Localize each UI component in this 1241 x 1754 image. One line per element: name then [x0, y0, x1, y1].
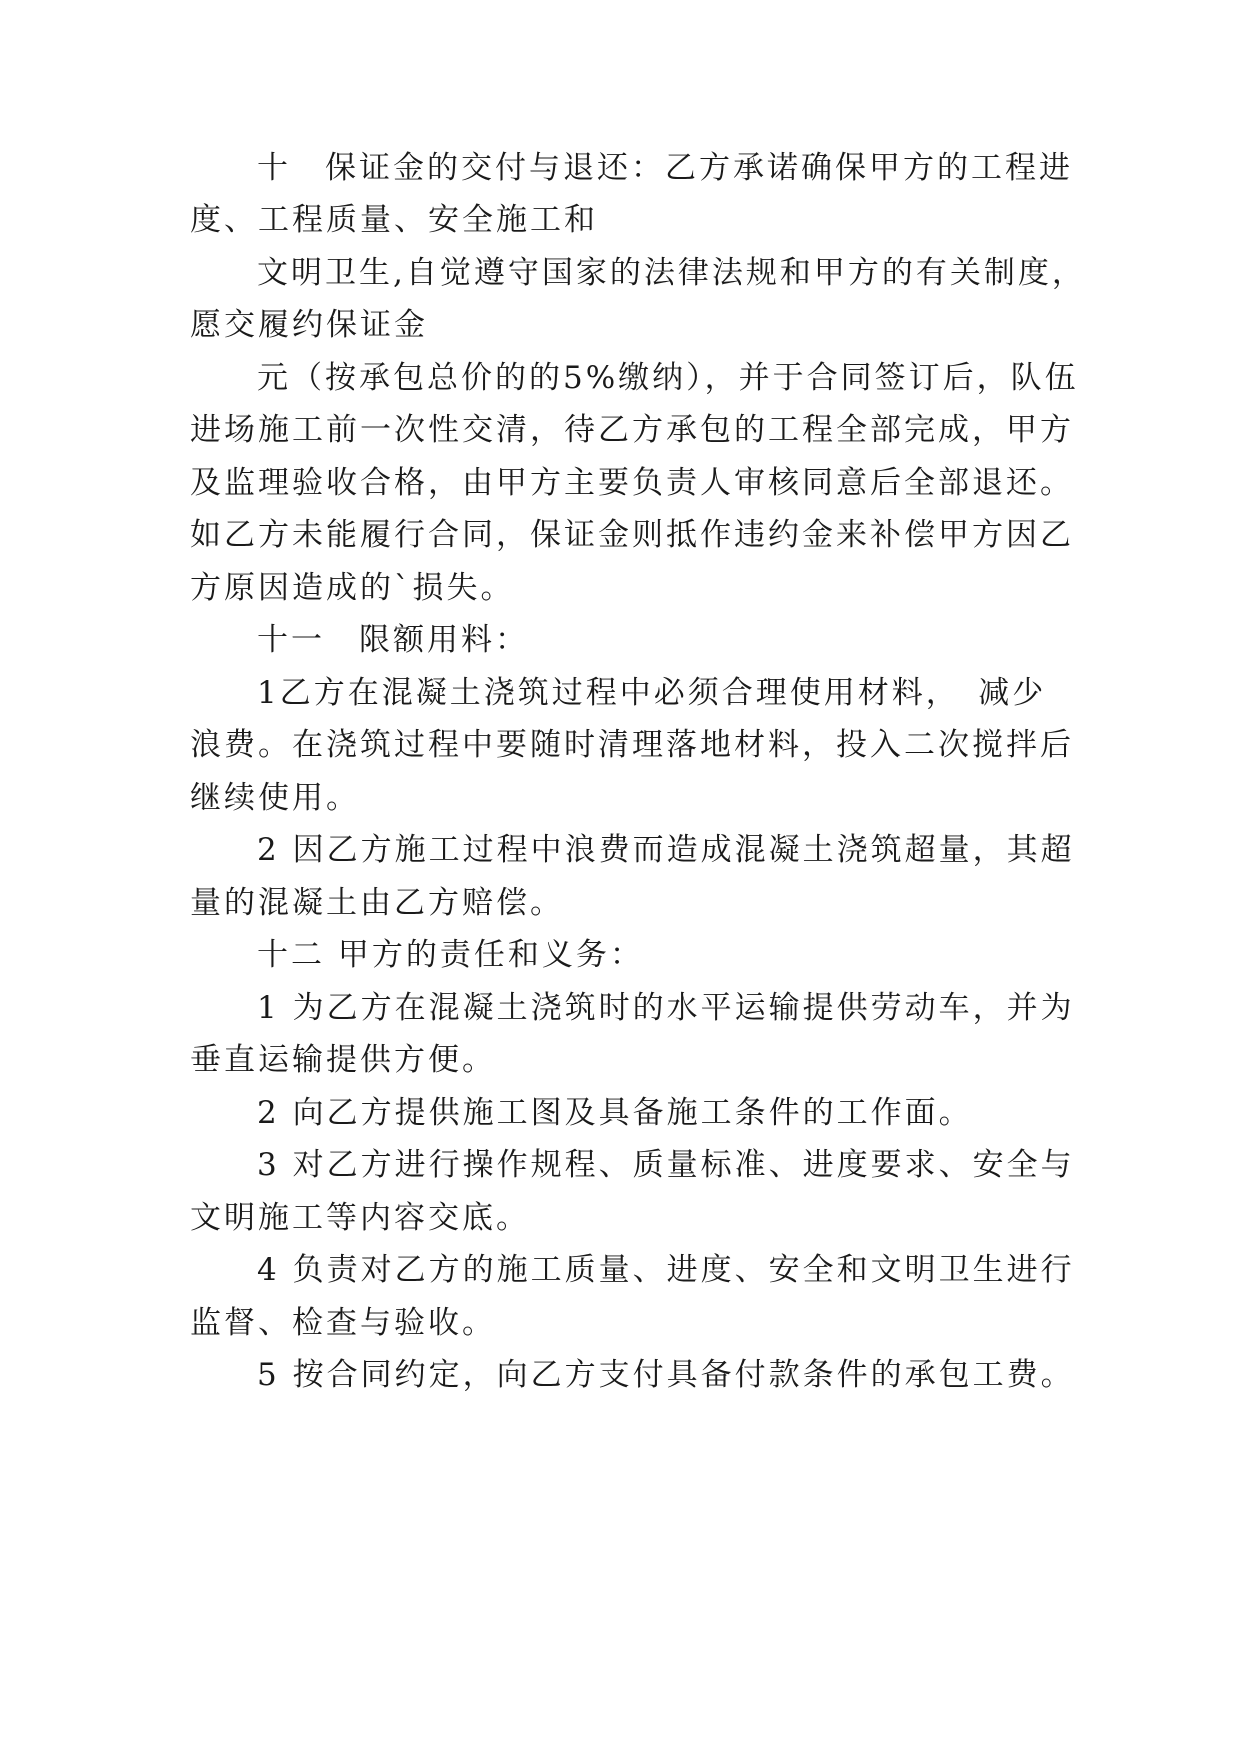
- text-line: 继续使用。: [190, 780, 360, 816]
- text-line: 5 按合同约定，向乙方支付具备付款条件的承包工费。: [257, 1357, 1075, 1393]
- text-line: 十 保证金的交付与退还：乙方承诺确保甲方的工程进: [257, 150, 1073, 186]
- text-line: 文明卫生,自觉遵守国家的法律法规和甲方的有关制度，: [257, 255, 1086, 291]
- text-line: 3 对乙方进行操作规程、质量标准、进度要求、安全与: [257, 1147, 1075, 1183]
- text-line: 浪费。在浇筑过程中要随时清理落地材料，投入二次搅拌后: [190, 727, 1074, 763]
- text-line: 文明施工等内容交底。: [190, 1200, 530, 1236]
- text-line: 4 负责对乙方的施工质量、进度、安全和文明卫生进行: [257, 1252, 1075, 1288]
- text-line: 2 向乙方提供施工图及具备施工条件的工作面。: [257, 1095, 973, 1131]
- text-line: 垂直运输提供方便。: [190, 1042, 496, 1078]
- text-line: 愿交履约保证金: [190, 307, 428, 343]
- text-line: 方原因造成的`损失。: [190, 570, 515, 606]
- text-line: 十一 限额用料：: [257, 622, 529, 658]
- text-line: 监督、检查与验收。: [190, 1305, 496, 1341]
- text-line: 度、工程质量、安全施工和: [190, 202, 598, 238]
- text-line: 1乙方在混凝土浇筑过程中必须合理使用材料， 减少: [257, 675, 1047, 711]
- text-line: 2 因乙方施工过程中浪费而造成混凝土浇筑超量，其超: [257, 832, 1075, 868]
- text-line: 1 为乙方在混凝土浇筑时的水平运输提供劳动车，并为: [257, 990, 1075, 1026]
- text-line: 十二 甲方的责任和义务：: [257, 937, 644, 973]
- text-line: 如乙方未能履行合同，保证金则抵作违约金来补偿甲方因乙: [190, 517, 1074, 553]
- text-line: 及监理验收合格，由甲方主要负责人审核同意后全部退还。: [190, 465, 1074, 501]
- text-line: 量的混凝土由乙方赔偿。: [190, 885, 564, 921]
- text-line: 元（按承包总价的的5%缴纳），并于合同签订后，队伍: [257, 360, 1079, 396]
- text-line: 进场施工前一次性交清，待乙方承包的工程全部完成，甲方: [190, 412, 1074, 448]
